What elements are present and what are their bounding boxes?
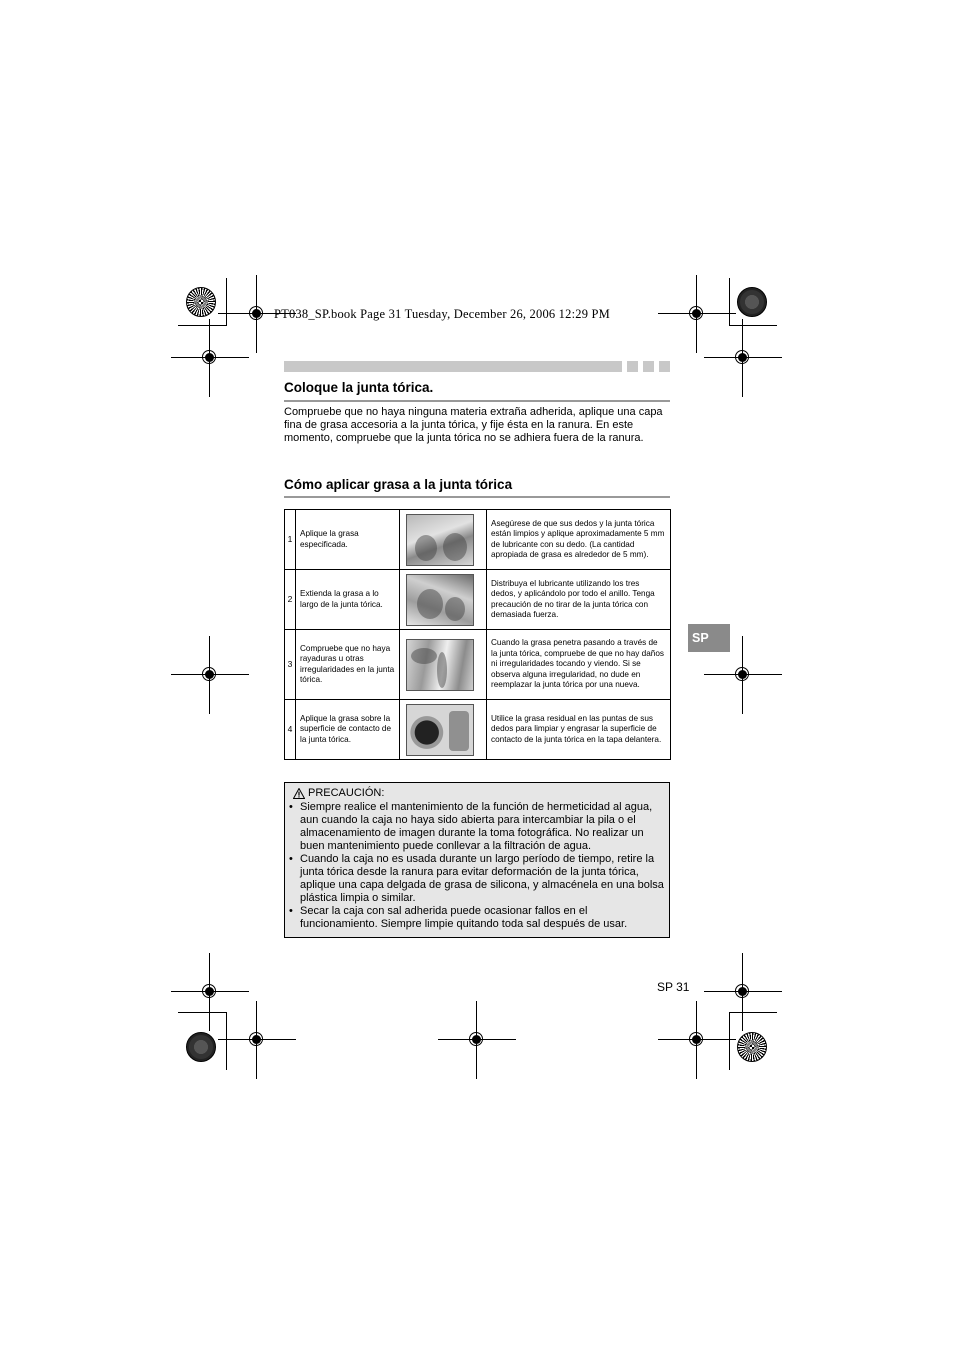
caution-box (284, 782, 670, 938)
step-action: Aplique la grasa sobre la superficie de contacto de la junta tórica. (296, 700, 400, 760)
steps-table (284, 509, 671, 760)
starburst-target-icon (186, 1032, 216, 1062)
step-note: Asegúrese de que sus dedos y la junta tórica están limpios y aplique aproximadamente 5 mm de lubricante con su dedo. (La cantidad apropiada de grasa es alrededor de 5 mm). (487, 510, 671, 570)
step-note: Utilice la grasa residual en las puntas de sus dedos para limpiar y engrasar la superficie de contacto de la junta tórica en la tapa delantera. (487, 700, 671, 760)
section-rule (284, 400, 670, 402)
photo-housing-front-cover (406, 704, 474, 756)
registration-mark-icon (438, 1001, 516, 1079)
section-title: Cómo aplicar grasa a la junta tórica (284, 477, 513, 492)
section-body: Compruebe que no haya ninguna materia extraña adherida, aplique una capa fina de grasa accesoria a la junta tórica, y fije ésta en la ranura. En este momento, compruebe que la junta tórica no se adhiera fuera de la ranura. (284, 406, 663, 444)
step-action: Aplique la grasa especificada. (296, 510, 400, 570)
warning-triangle-icon (293, 788, 305, 799)
photo-spreading-grease (406, 574, 474, 626)
caution-title (293, 787, 384, 799)
starburst-target-icon (737, 1032, 767, 1062)
table-row (285, 510, 671, 570)
language-tab: SP (688, 624, 730, 652)
caution-list (289, 801, 665, 931)
step-action: Compruebe que no haya rayaduras u otras irregularidades en la junta tórica. (296, 630, 400, 700)
step-number: 2 (285, 570, 296, 630)
page-number: SP 31 (657, 980, 690, 994)
starburst-target-icon (186, 287, 216, 317)
table-row (285, 570, 671, 630)
section-title: Coloque la junta tórica. (284, 380, 434, 395)
registration-mark-icon (171, 636, 249, 714)
section-bar-square (659, 361, 670, 372)
registration-mark-icon (171, 319, 249, 397)
step-number: 4 (285, 700, 296, 760)
step-photo (400, 570, 487, 630)
table-row (285, 700, 671, 760)
caution-title-text: PRECAUCIÓN: (308, 787, 385, 799)
starburst-target-icon (737, 287, 767, 317)
caution-item: • Siempre realice el mantenimiento de la función de hermeticidad al agua, aun cuando la caja no haya sido abierta para intercambiar la pila o el almacenamiento de imagen durante la toma fotográfica. No realizar un buen mantenimiento puede conllevar a la filtración de agua. (289, 801, 665, 853)
print-header: PT038_SP.book Page 31 Tuesday, December 26, 2006 12:29 PM (274, 307, 610, 321)
table-row (285, 630, 671, 700)
step-note: Cuando la grasa penetra pasando a través de la junta tórica, compruebe de que no hay daños ni irregularidades tocando y viendo. Si se observa alguna irregularidad, no dude en reemplazar la junta tórica por una nueva. (487, 630, 671, 700)
section-bar (284, 361, 622, 372)
section-rule (284, 496, 670, 498)
section-bar-square (627, 361, 638, 372)
registration-mark-icon (704, 319, 782, 397)
caution-item: • Cuando la caja no es usada durante un largo período de tiempo, retire la junta tórica desde la ranura para evitar deformación de la junta tórica, aplique una capa delgada de grasa de silicona, y almacénela en una bolsa plástica limpia o similar. (289, 853, 665, 905)
step-number: 3 (285, 630, 296, 700)
step-number: 1 (285, 510, 296, 570)
step-photo (400, 700, 487, 760)
step-action: Extienda la grasa a lo largo de la junta tórica. (296, 570, 400, 630)
step-note: Distribuya el lubricante utilizando los tres dedos, y aplicándolo por todo el anillo. Tenga precaución de no tirar de la junta tórica con demasiada fuerza. (487, 570, 671, 630)
section-bar-square (643, 361, 654, 372)
step-photo (400, 510, 487, 570)
step-photo (400, 630, 487, 700)
registration-mark-icon (218, 1001, 296, 1079)
photo-hands-grease (406, 514, 474, 566)
photo-checking-o-ring (406, 639, 474, 691)
registration-mark-icon (658, 1001, 736, 1079)
caution-item: • Secar la caja con sal adherida puede ocasionar fallos en el funcionamiento. Siempre limpie quitando toda sal después de usar. (289, 905, 665, 931)
